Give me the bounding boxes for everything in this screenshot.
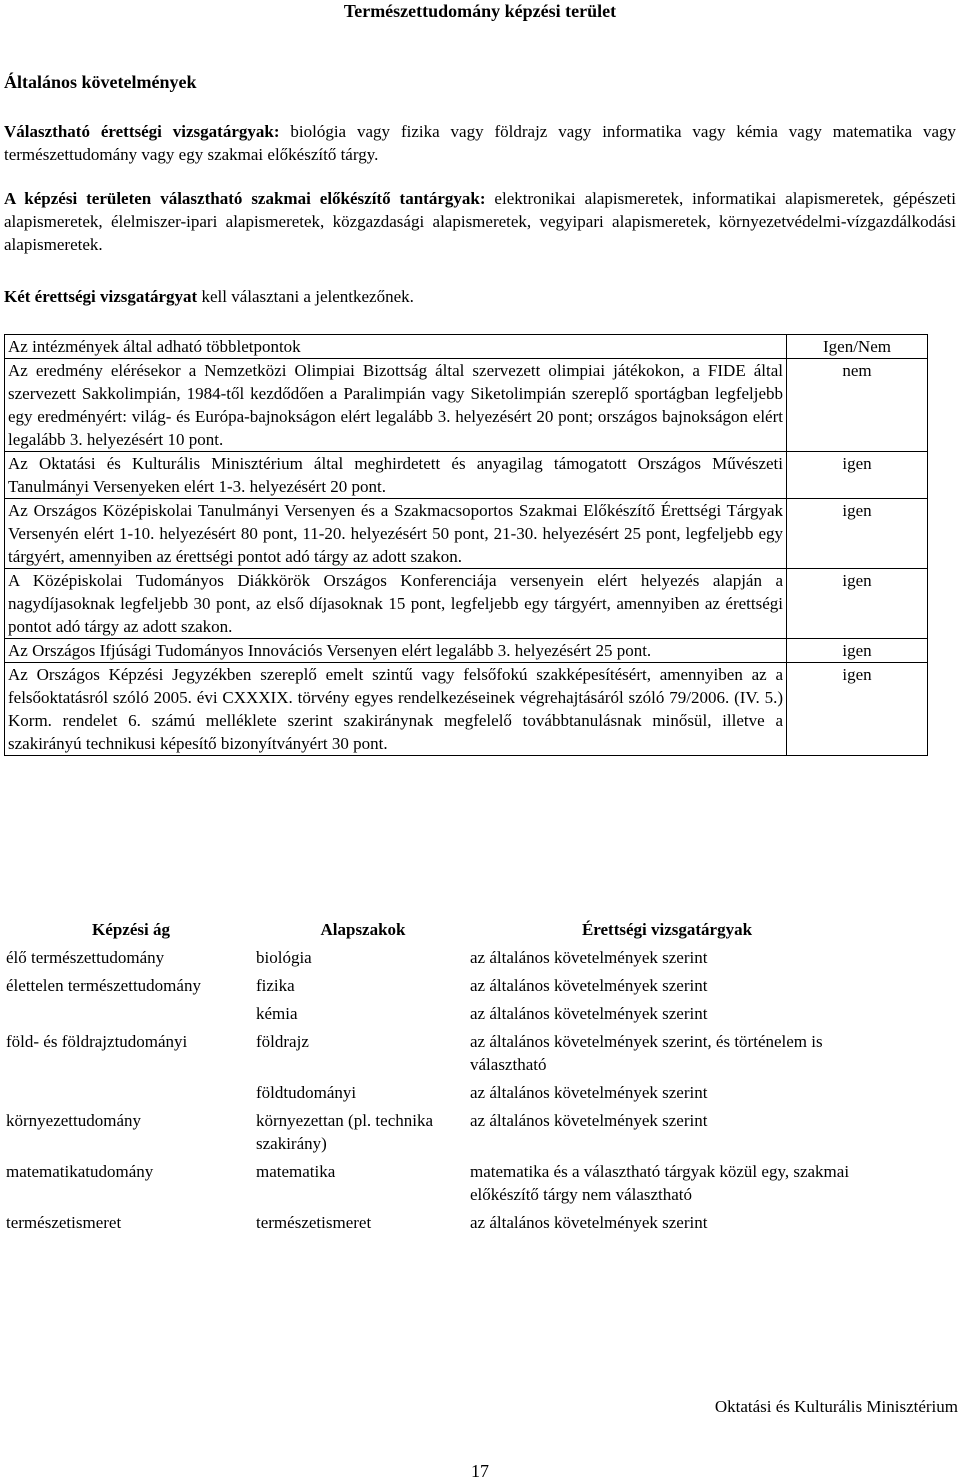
cell-branch: matematikatudomány [6,1162,154,1181]
bonus-description: A Középiskolai Tudományos Diákkörök Országos Konferenciája versenyein elért helyezés alapján a nagydíjasoknak legfeljebb 30 pont, az első díjasoknak 15 pont, legfeljebb egy tárgyért, amennyiben az érettségi pontot adó tárgy az adott szakon. [5,569,787,639]
exam-subjects-label: Választható érettségi vizsgatárgyak: [4,122,280,141]
table-row [4,1002,864,1030]
bonus-value: igen [787,639,928,663]
cell-exam: matematika és a választható tárgyak közül egy, szakmai előkészítő tárgy nem választható [470,1162,850,1204]
bonus-description: Az Országos Ifjúsági Tudományos Innovációs Versenyen elért legalább 3. helyezésért 25 pont. [5,639,787,663]
cell-branch [4,1081,256,1109]
bonus-description: Az Országos Középiskolai Tanulmányi Versenyen és a Szakmacsoportos Szakmai Előkészítő Érettségi Tárgyak Versenyén elért 1-10. helyezésért 80 pont, 11-20. helyezésért 50 pont, 21-30. helyezésért 25 pont, legfeljebb egy tárgyért, amennyiben az érettségi pontot adó tárgy az adott szakon. [5,499,787,569]
cell-branch: föld- és földrajztudományi [6,1032,188,1051]
cell-major: biológia [256,948,312,967]
cell-exam: az általános követelmények szerint, és történelem is választható [470,1032,823,1074]
cell-major: környezettan (pl. technika szakirány) [256,1111,434,1153]
vocational-subjects-label: A képzési területen választható szakmai előkészítő tantárgyak: [4,189,486,208]
cell-branch [4,1002,256,1030]
bonus-points-table [4,334,928,756]
bonus-header-description: Az intézmények által adható többletpontok [5,335,787,359]
footer-organization: Oktatási és Kulturális Minisztérium [714,1397,958,1416]
table-row [5,639,928,663]
cell-major: földrajz [256,1032,309,1051]
table-row [4,946,864,974]
fields-table [4,918,864,1239]
table-row [4,1030,864,1081]
bonus-table-header [5,335,928,359]
table-row [4,1109,864,1160]
table-row [5,452,928,499]
paragraph-vocational-subjects [4,187,956,256]
cell-major: fizika [256,976,295,995]
bonus-description: Az eredmény elérésekor a Nemzetközi Olimpiai Bizottság által szervezett olimpiai játékokon, a FIDE által szervezett Sakkolimpián, 1984-től kezdődően a Paralimpián vagy Siketolimpián szereplő sportágban legfeljebb egy eredményért: világ- és Európa-bajnokságon elért legalább 3. helyezésért 20 pont; országos bajnokságon elért legalább 3. helyezésért 10 pont. [5,359,787,452]
table-row [4,1081,864,1109]
bonus-value: igen [787,452,928,499]
two-subjects-text: kell választani a jelentkezőnek. [197,287,414,306]
header-majors: Alapszakok [320,920,406,939]
table-row [5,663,928,756]
bonus-value: igen [787,663,928,756]
bonus-description: Az Országos Képzési Jegyzékben szereplő emelt szintű vagy felsőfokú szakképesítésért, amennyiben az a felsőoktatásról szóló 2005. évi CXXXIX. törvény egyes rendelkezéseinek végrehajtásáról szóló 79/2006. (IV. 5.) Korm. rendelet 6. számú melléklete szerint szakiránynak megfelelő továbbtanulásnak minősül, illetve a szakirányú technikusi képesítő bizonyítványért 30 pont. [5,663,787,756]
table-row [4,1211,864,1239]
cell-exam: az általános követelmények szerint [470,948,708,967]
bonus-value: igen [787,569,928,639]
paragraph-exam-subjects [4,120,956,166]
section-heading-general: Általános követelmények [4,72,197,92]
header-exam-subjects: Érettségi vizsgatárgyak [581,920,753,939]
bonus-value: nem [787,359,928,452]
table-row [4,974,864,1002]
cell-exam: az általános követelmények szerint [470,1083,708,1102]
cell-major: matematika [256,1162,336,1181]
cell-branch: természetismeret [6,1213,122,1232]
cell-major: földtudományi [256,1083,357,1102]
paragraph-two-subjects [4,285,956,308]
cell-major: kémia [256,1004,298,1023]
bonus-header-yes-no: Igen/Nem [787,335,928,359]
cell-branch: környezettudomány [6,1111,142,1130]
cell-exam: az általános követelmények szerint [470,976,708,995]
cell-exam: az általános követelmények szerint [470,1213,708,1232]
cell-exam: az általános követelmények szerint [470,1111,708,1130]
page-number: 17 [471,1461,489,1481]
cell-branch: élettelen természettudomány [6,976,201,995]
table-row [5,359,928,452]
cell-branch: élő természettudomány [6,948,165,967]
two-subjects-label: Két érettségi vizsgatárgyat [4,287,198,306]
exam-subjects-text: biológia vagy fizika vagy földrajz vagy informatika vagy kémia vagy matematika vagy természettudomány vagy egy szakmai előkészítő tárgy. [4,122,956,164]
cell-exam: az általános követelmények szerint [470,1004,708,1023]
vocational-subjects-text: elektronikai alapismeretek, informatikai alapismeretek, gépészeti alapismeretek, élelmiszer-ipari alapismeretek, közgazdasági alapismeretek, vegyipari alapismeretek, környezetvédelmi-vízgazdálkodási alapismeretek. [4,189,956,254]
bonus-value: igen [787,499,928,569]
bonus-description: Az Oktatási és Kulturális Minisztérium által meghirdetett és anyagilag támogatott Országos Művészeti Tanulmányi Versenyeken elért 1-3. helyezésért 20 pont. [5,452,787,499]
page-title: Természettudomány képzési terület [343,1,617,21]
table-row [5,499,928,569]
table-row [5,569,928,639]
fields-table-header [4,918,864,946]
table-row [4,1160,864,1211]
header-branch: Képzési ág [92,920,170,939]
cell-major: természetismeret [256,1213,372,1232]
